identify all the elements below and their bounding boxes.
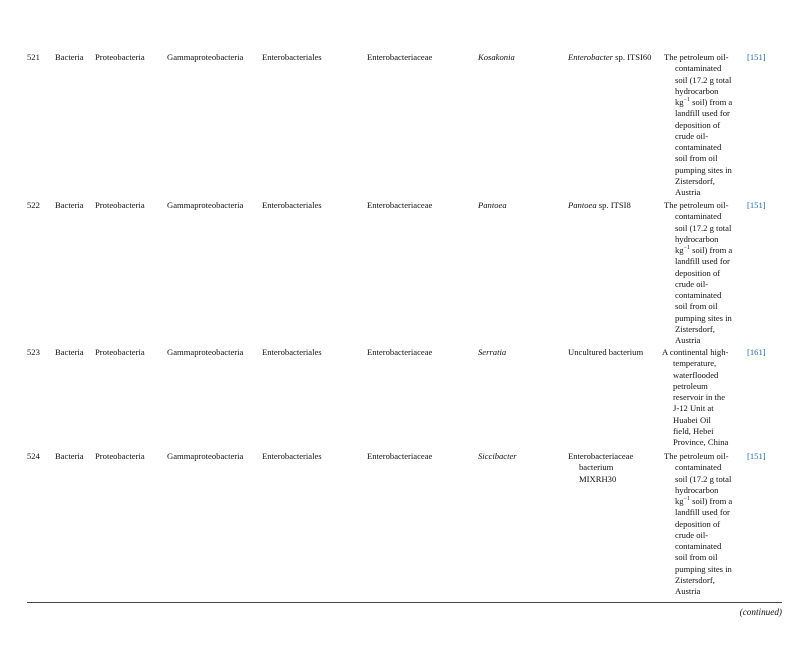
phylum-cell: Proteobacteria xyxy=(95,200,145,210)
order-cell: Enterobacteriales xyxy=(262,52,322,62)
domain-cell: Bacteria xyxy=(55,200,84,210)
reference-link[interactable]: [161] xyxy=(747,347,766,357)
class-cell: Gammaproteobacteria xyxy=(167,52,244,62)
reference-link[interactable]: [151] xyxy=(747,451,766,461)
source-cell: A continental high- temperature, waterflooded petroleum reservoir in the J-12 Unit at Huabei Oil field, Hebei Province, China xyxy=(662,347,729,447)
domain-cell: Bacteria xyxy=(55,52,84,62)
phylum-cell: Proteobacteria xyxy=(95,347,145,357)
entry-number: 524 xyxy=(27,451,40,461)
entry-number: 522 xyxy=(27,200,40,210)
order-cell: Enterobacteriales xyxy=(262,200,322,210)
family-cell: Enterobacteriaceae xyxy=(367,52,433,62)
entry-number: 521 xyxy=(27,52,40,62)
continued-label: (continued) xyxy=(739,607,782,617)
genus-cell: Kosakonia xyxy=(478,52,515,62)
class-cell: Gammaproteobacteria xyxy=(167,347,244,357)
entry-number: 523 xyxy=(27,347,40,357)
class-cell: Gammaproteobacteria xyxy=(167,451,244,461)
order-cell: Enterobacteriales xyxy=(262,451,322,461)
source-cell: The petroleum oil- contaminated soil (17.2 g total hydrocarbon $kg^{-1}$ soil) from a landfill used for deposition of crude oil- contaminated soil from oil pumping sites in Zistersdorf, Austria xyxy=(664,200,733,345)
genus-cell: Serratia xyxy=(478,347,507,357)
phylum-cell: Proteobacteria xyxy=(95,52,145,62)
domain-cell: Bacteria xyxy=(55,347,84,357)
class-cell: Gammaproteobacteria xyxy=(167,200,244,210)
reference-link[interactable]: [151] xyxy=(747,200,766,210)
family-cell: Enterobacteriaceae xyxy=(367,200,433,210)
domain-cell: Bacteria xyxy=(55,451,84,461)
species-cell: Enterobacteriaceae bacterium MIXRH30 xyxy=(568,451,634,484)
species-cell: Uncultured bacterium xyxy=(568,347,644,357)
table-bottom-rule xyxy=(27,602,782,603)
source-cell: The petroleum oil- contaminated soil (17.2 g total hydrocarbon $kg^{-1}$ soil) from a landfill used for deposition of crude oil- contaminated soil from oil pumping sites in Zistersdorf, Austria xyxy=(664,451,733,596)
reference-link[interactable]: [151] xyxy=(747,52,766,62)
source-cell: The petroleum oil- contaminated soil (17.2 g total hydrocarbon $kg^{-1}$ soil) from a landfill used for deposition of crude oil- contaminated soil from oil pumping sites in Zistersdorf, Austria xyxy=(664,52,733,197)
genus-cell: Pantoea xyxy=(478,200,507,210)
family-cell: Enterobacteriaceae xyxy=(367,451,433,461)
family-cell: Enterobacteriaceae xyxy=(367,347,433,357)
genus-cell: Siccibacter xyxy=(478,451,517,461)
order-cell: Enterobacteriales xyxy=(262,347,322,357)
species-cell: Enterobacter sp. ITSI60 xyxy=(568,52,652,62)
phylum-cell: Proteobacteria xyxy=(95,451,145,461)
species-cell: Pantoea sp. ITSI8 xyxy=(568,200,631,210)
